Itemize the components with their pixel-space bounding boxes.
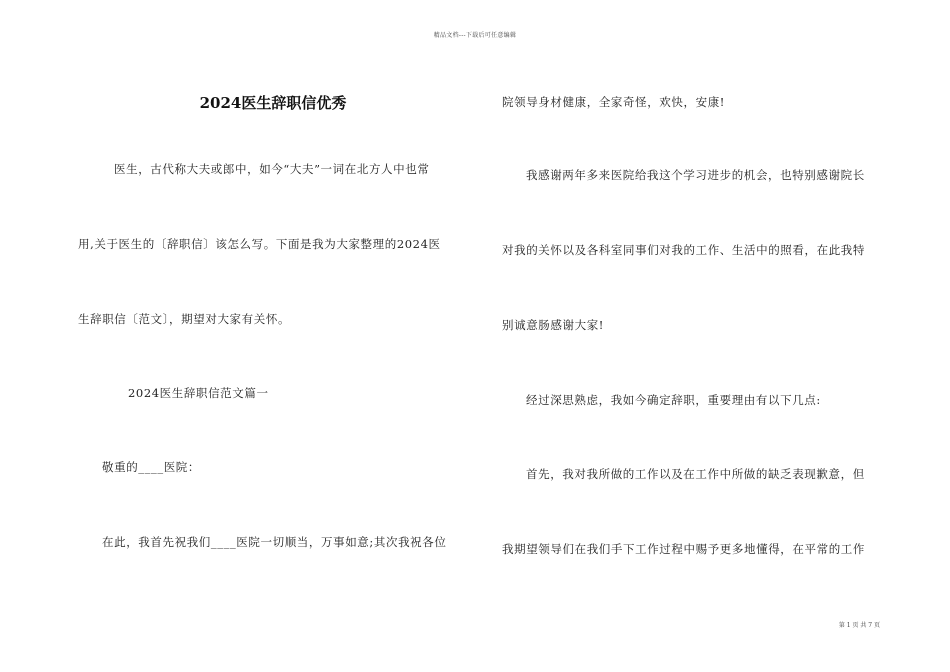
paragraph-line: 我期望领导们在我们手下工作过程中赐予更多地懂得，在平常的工作 — [502, 542, 865, 556]
paragraph-line: 我感谢两年多来医院给我这个学习进步的机会，也特别感谢院长 — [526, 168, 865, 182]
paragraph-line: 别诚意肠感谢大家! — [502, 318, 605, 332]
document-title: 2024医生辞职信优秀 — [199, 94, 347, 112]
paragraph-line: 对我的关怀以及各科室同事们对我的工作、生活中的照看，在此我特 — [502, 243, 865, 257]
paragraph-line: 首先，我对我所做的工作以及在工作中所做的缺乏表现歉意，但 — [526, 467, 865, 481]
paragraph-line: 医生，古代称大夫或郎中，如今“大夫”一词在北方人中也常 — [114, 162, 430, 176]
page-number: 第 1 页 共 7 页 — [838, 622, 880, 629]
paragraph-line: 生辞职信〔范文〕，期望对大家有关怀。 — [78, 312, 291, 326]
paragraph-line: 用,关于医生的〔辞职信〕该怎么写。下面是我为大家整理的2024医 — [78, 237, 441, 251]
paragraph-line: 院领导身材健康，全家奇怪，欢快，安康! — [502, 95, 726, 109]
paragraph-line: 经过深思熟虑，我如今确定辞职，重要理由有以下几点: — [526, 393, 821, 407]
section-heading: 2024医生辞职信范文篇一 — [128, 386, 269, 400]
paragraph-line: 在此，我首先祝我们____医院一切顺当，万事如意;其次我祝各位 — [102, 535, 447, 549]
salutation: 敬重的____医院： — [102, 460, 200, 474]
page-header: 精品文档---下载后可任意编辑 — [433, 32, 517, 39]
